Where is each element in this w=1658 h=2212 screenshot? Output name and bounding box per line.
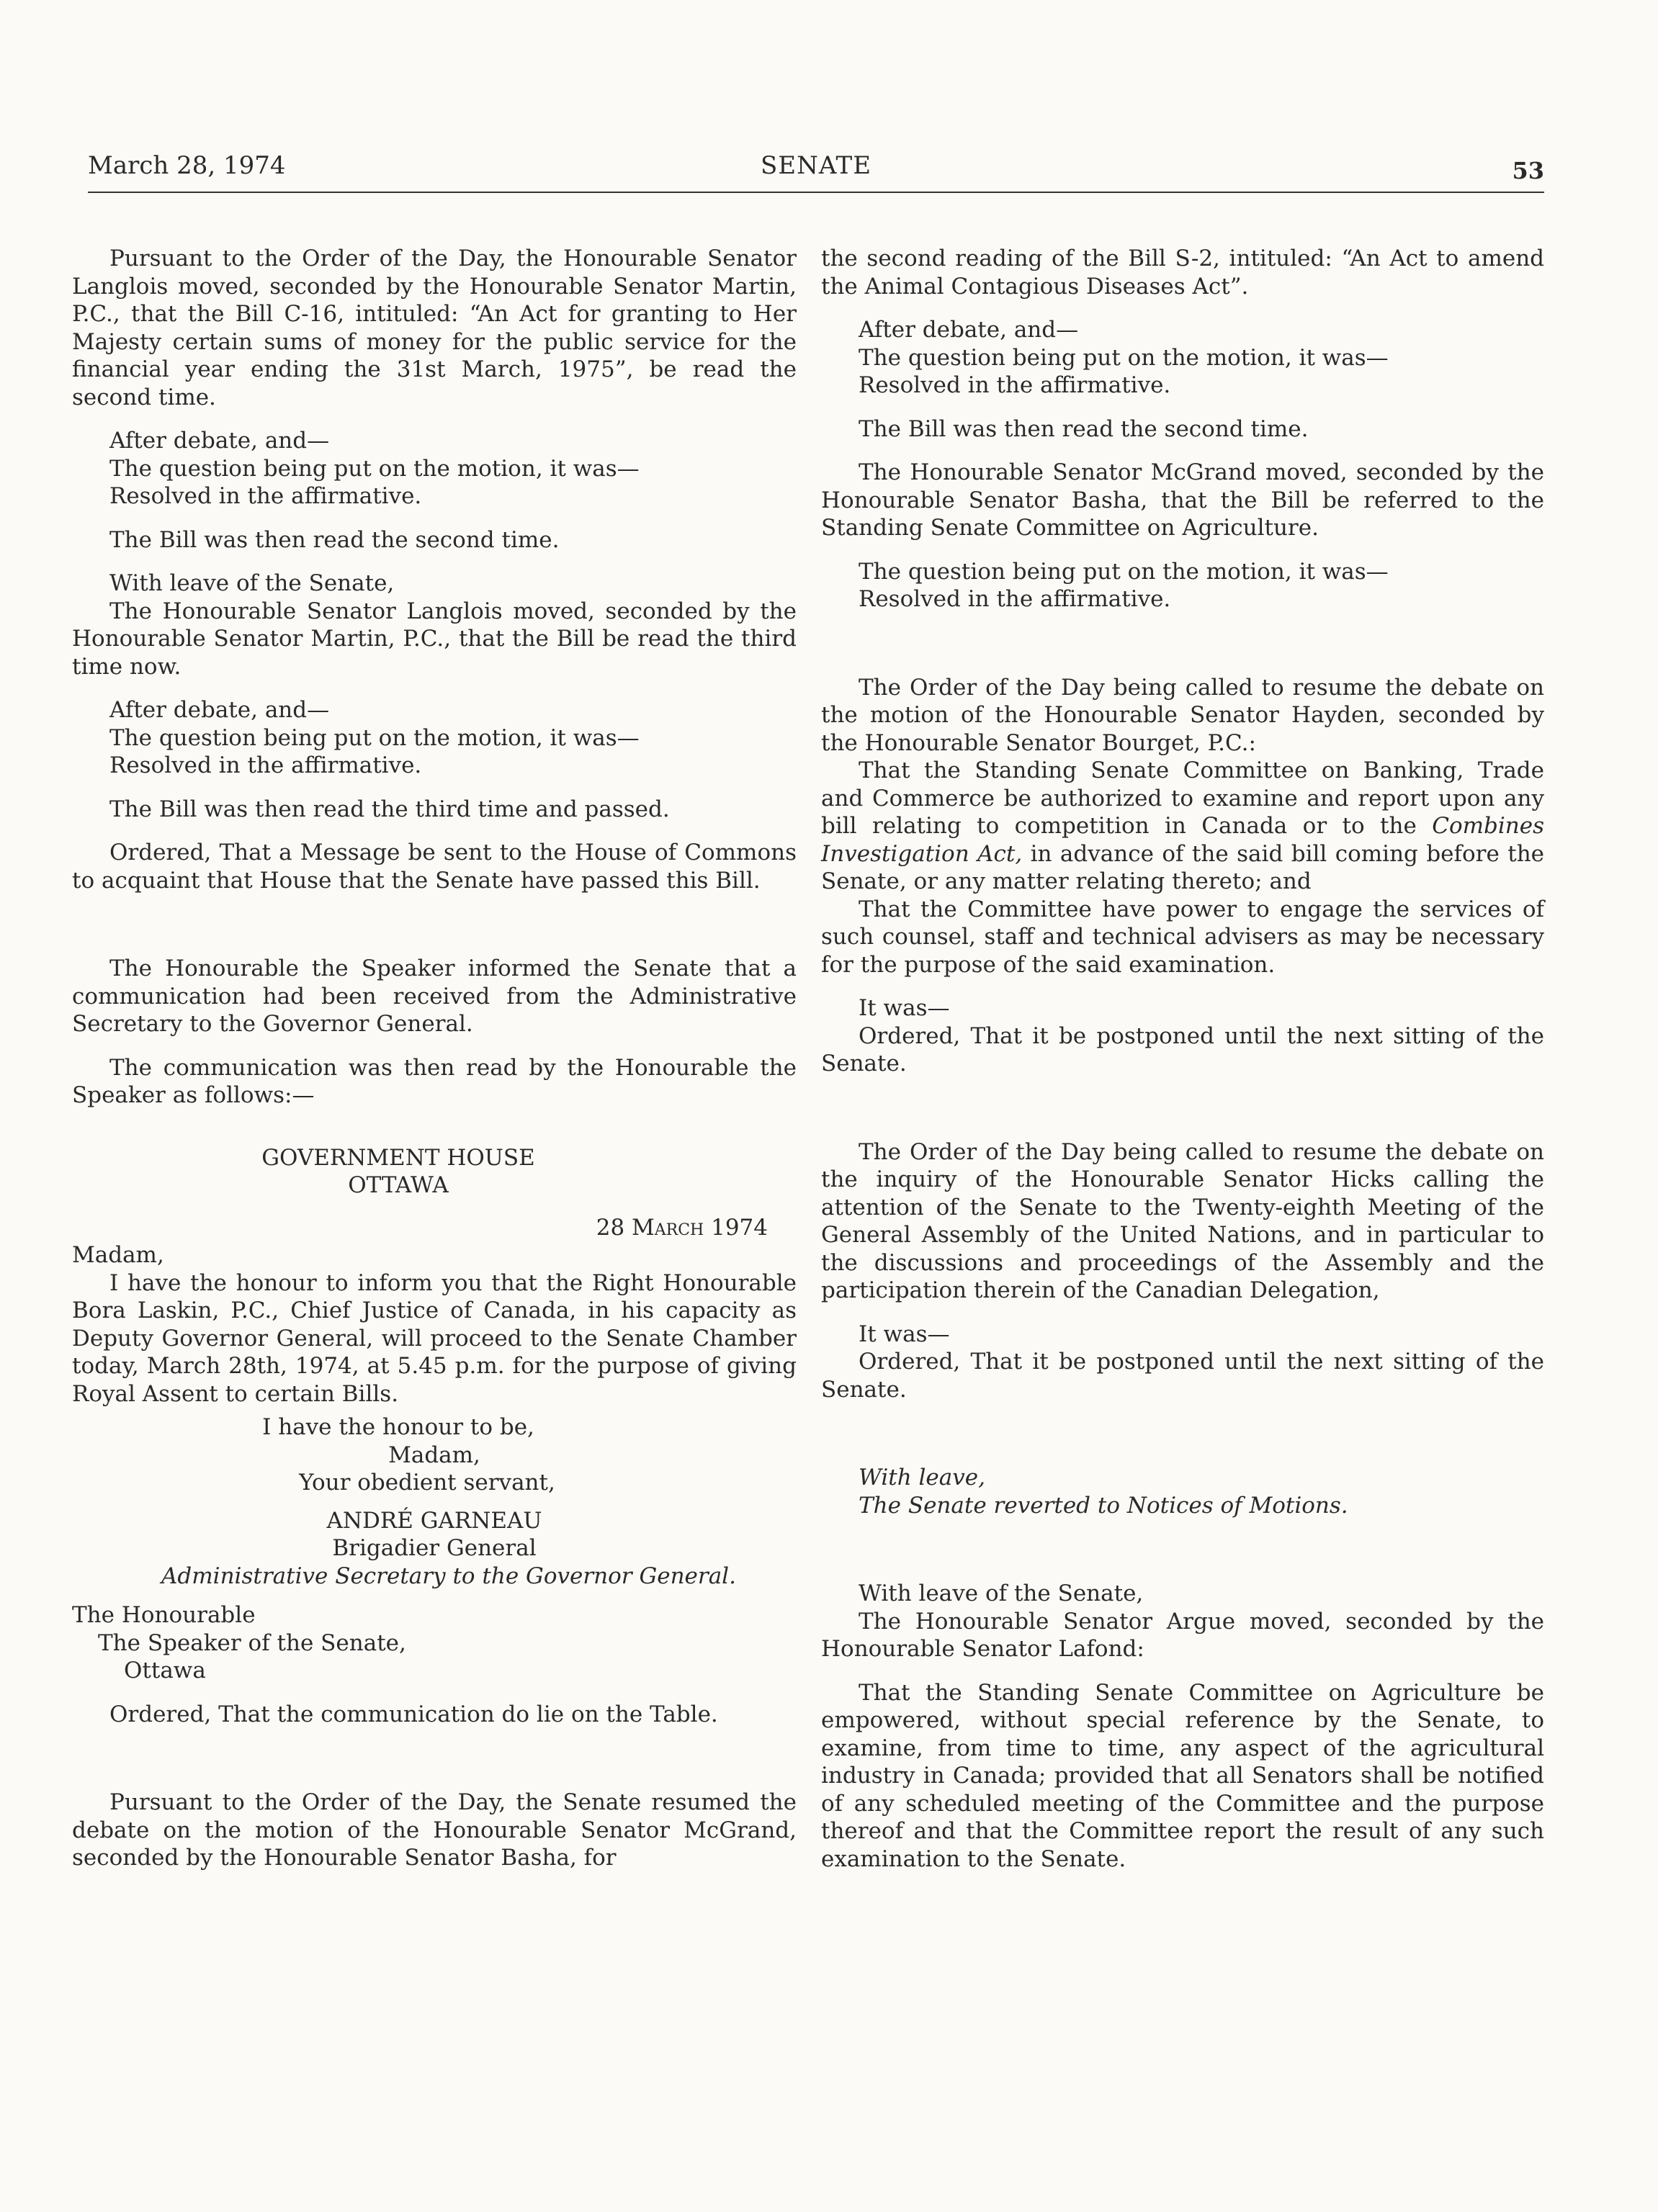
paragraph: The Honourable Senator Langlois moved, seconded by the Honourable Senator Martin, P.C., that the Bill be read the third time now. xyxy=(72,598,797,680)
letter-heading: OTTAWA xyxy=(348,1172,449,1198)
paragraph: The Bill was then read the second time. xyxy=(859,415,1309,442)
letter-address: The Honourable xyxy=(72,1602,256,1628)
paragraph: With leave of the Senate, xyxy=(109,570,395,596)
paragraph: Resolved in the affirmative. xyxy=(109,483,422,509)
paragraph: It was— xyxy=(859,995,950,1021)
text-run: That the Standing Senate Committee on Banking, Trade and Commerce be authorized to examine and report upon any bill relating to competition in Canada or to the xyxy=(821,757,1544,839)
paragraph: The Honourable Senator Argue moved, seconded by the Honourable Senator Lafond: xyxy=(821,1608,1544,1662)
paragraph: Resolved in the affirmative. xyxy=(859,586,1171,612)
paragraph: After debate, and— xyxy=(109,697,330,723)
paragraph: Pursuant to the Order of the Day, the Honourable Senator Langlois moved, seconded by the Honourable Senator Martin, P.C., that the Bill C-16, intituled: “An Act for granting to Her Majesty certain sums of money for the public service for the financial year ending the 31st March, 1975”, be read the second time. xyxy=(72,246,797,410)
act-title: Combines Investigation Act, xyxy=(821,813,1544,867)
right-column xyxy=(821,245,1544,1873)
paragraph: The question being put on the motion, it was— xyxy=(109,455,640,482)
letter-body: I have the honour to inform you that the Right Honourable Bora Laskin, P.C., Chief Justice of Canada, in his capacity as Deputy Governor General, will proceed to the Senate Chamber today, March 28th, 1974, at 5.45 p.m. for the purpose of giving Royal Assent to certain Bills. xyxy=(72,1269,797,1407)
letter-position: Administrative Secretary to the Governor General. xyxy=(161,1563,736,1589)
paragraph: The Order of the Day being called to resume the debate on the motion of the Honourable Senator Hayden, seconded by the Honourable Senator Bourget, P.C.: xyxy=(821,674,1544,756)
paragraph xyxy=(821,757,1544,896)
paragraph: Ordered, That it be postponed until the next sitting of the Senate. xyxy=(821,1022,1544,1076)
letter-signer: ANDRÉ GARNEAU xyxy=(326,1507,542,1534)
paragraph: The Bill was then read the second time. xyxy=(109,526,560,553)
header-title: SENATE xyxy=(760,151,872,180)
letter-salutation: Madam, xyxy=(72,1242,164,1268)
paragraph: After debate, and— xyxy=(859,317,1079,343)
paragraph: Ordered, That it be postponed until the next sitting of the Senate. xyxy=(821,1349,1544,1403)
paragraph: the second reading of the Bill S-2, intituled: “An Act to amend the Animal Contagious Diseases Act”. xyxy=(821,246,1544,300)
paragraph: The question being put on the motion, it was— xyxy=(109,724,640,751)
letter-date: 28 March 1974 xyxy=(596,1214,768,1241)
letter-closing: Madam, xyxy=(388,1442,480,1468)
letter-address: Ottawa xyxy=(124,1658,206,1683)
paragraph: With leave, xyxy=(859,1465,985,1491)
paragraph: After debate, and— xyxy=(109,428,330,454)
paragraph: The Honourable the Speaker informed the Senate that a communication had been received from the Administrative Secretary to the Governor General. xyxy=(72,956,797,1037)
paragraph: Resolved in the affirmative. xyxy=(859,372,1171,398)
running-header xyxy=(88,151,1544,193)
paragraph: The Senate reverted to Notices of Motions. xyxy=(859,1492,1348,1519)
paragraph: The communication was then read by the Honourable the Speaker as follows:— xyxy=(72,1054,797,1108)
paragraph: Ordered, That a Message be sent to the House of Commons to acquaint that House that the Senate have passed this Bill. xyxy=(72,840,797,894)
paragraph: That the Standing Senate Committee on Agriculture be empowered, without special reference by the Senate, to examine, from time to time, any aspect of the agricultural industry in Canada; provided that all Senators shall be notified of any scheduled meeting of the Committee and the purpose thereof and that the Committee report the result of any such examination to the Senate. xyxy=(821,1679,1544,1872)
letter xyxy=(72,1144,797,1685)
paragraph: The Honourable Senator McGrand moved, seconded by the Honourable Senator Basha, that the Bill be referred to the Standing Senate Committee on Agriculture. xyxy=(821,459,1544,541)
paragraph: Pursuant to the Order of the Day, the Senate resumed the debate on the motion of the Honourable Senator McGrand, seconded by the Honourable Senator Basha, for xyxy=(72,1789,797,1871)
paragraph: The Bill was then read the third time and passed. xyxy=(109,796,670,822)
paragraph: Ordered, That the communication do lie on the Table. xyxy=(109,1701,718,1727)
paragraph: With leave of the Senate, xyxy=(859,1581,1144,1606)
header-date: March 28, 1974 xyxy=(88,151,286,180)
paragraph: The question being put on the motion, it was— xyxy=(859,344,1389,371)
paragraph: The Order of the Day being called to resume the debate on the inquiry of the Honourable Senator Hicks calling the attention of the Senate to the Twenty-eighth Meeting of the General Assembly of the United Nations, and in particular to the discussions and proceedings of the Assembly and the participation therein of the Canadian Delegation, xyxy=(821,1138,1544,1303)
page-number: 53 xyxy=(1512,157,1544,184)
letter-rank: Brigadier General xyxy=(332,1535,537,1561)
letter-closing: Your obedient servant, xyxy=(299,1470,555,1496)
paragraph: The question being put on the motion, it was— xyxy=(859,558,1389,585)
paragraph: Resolved in the affirmative. xyxy=(109,752,422,778)
letter-heading: GOVERNMENT HOUSE xyxy=(261,1144,535,1171)
letter-closing: I have the honour to be, xyxy=(262,1414,534,1440)
letter-address: The Speaker of the Senate, xyxy=(98,1629,406,1656)
paragraph: It was— xyxy=(859,1321,950,1347)
paragraph: That the Committee have power to engage the services of such counsel, staff and technical advisers as may be necessary for the purpose of the said examination. xyxy=(821,896,1544,978)
text-run: in advance of the said bill coming before the Senate, or any matter relating thereto; and xyxy=(821,840,1545,894)
left-column xyxy=(72,245,797,1872)
